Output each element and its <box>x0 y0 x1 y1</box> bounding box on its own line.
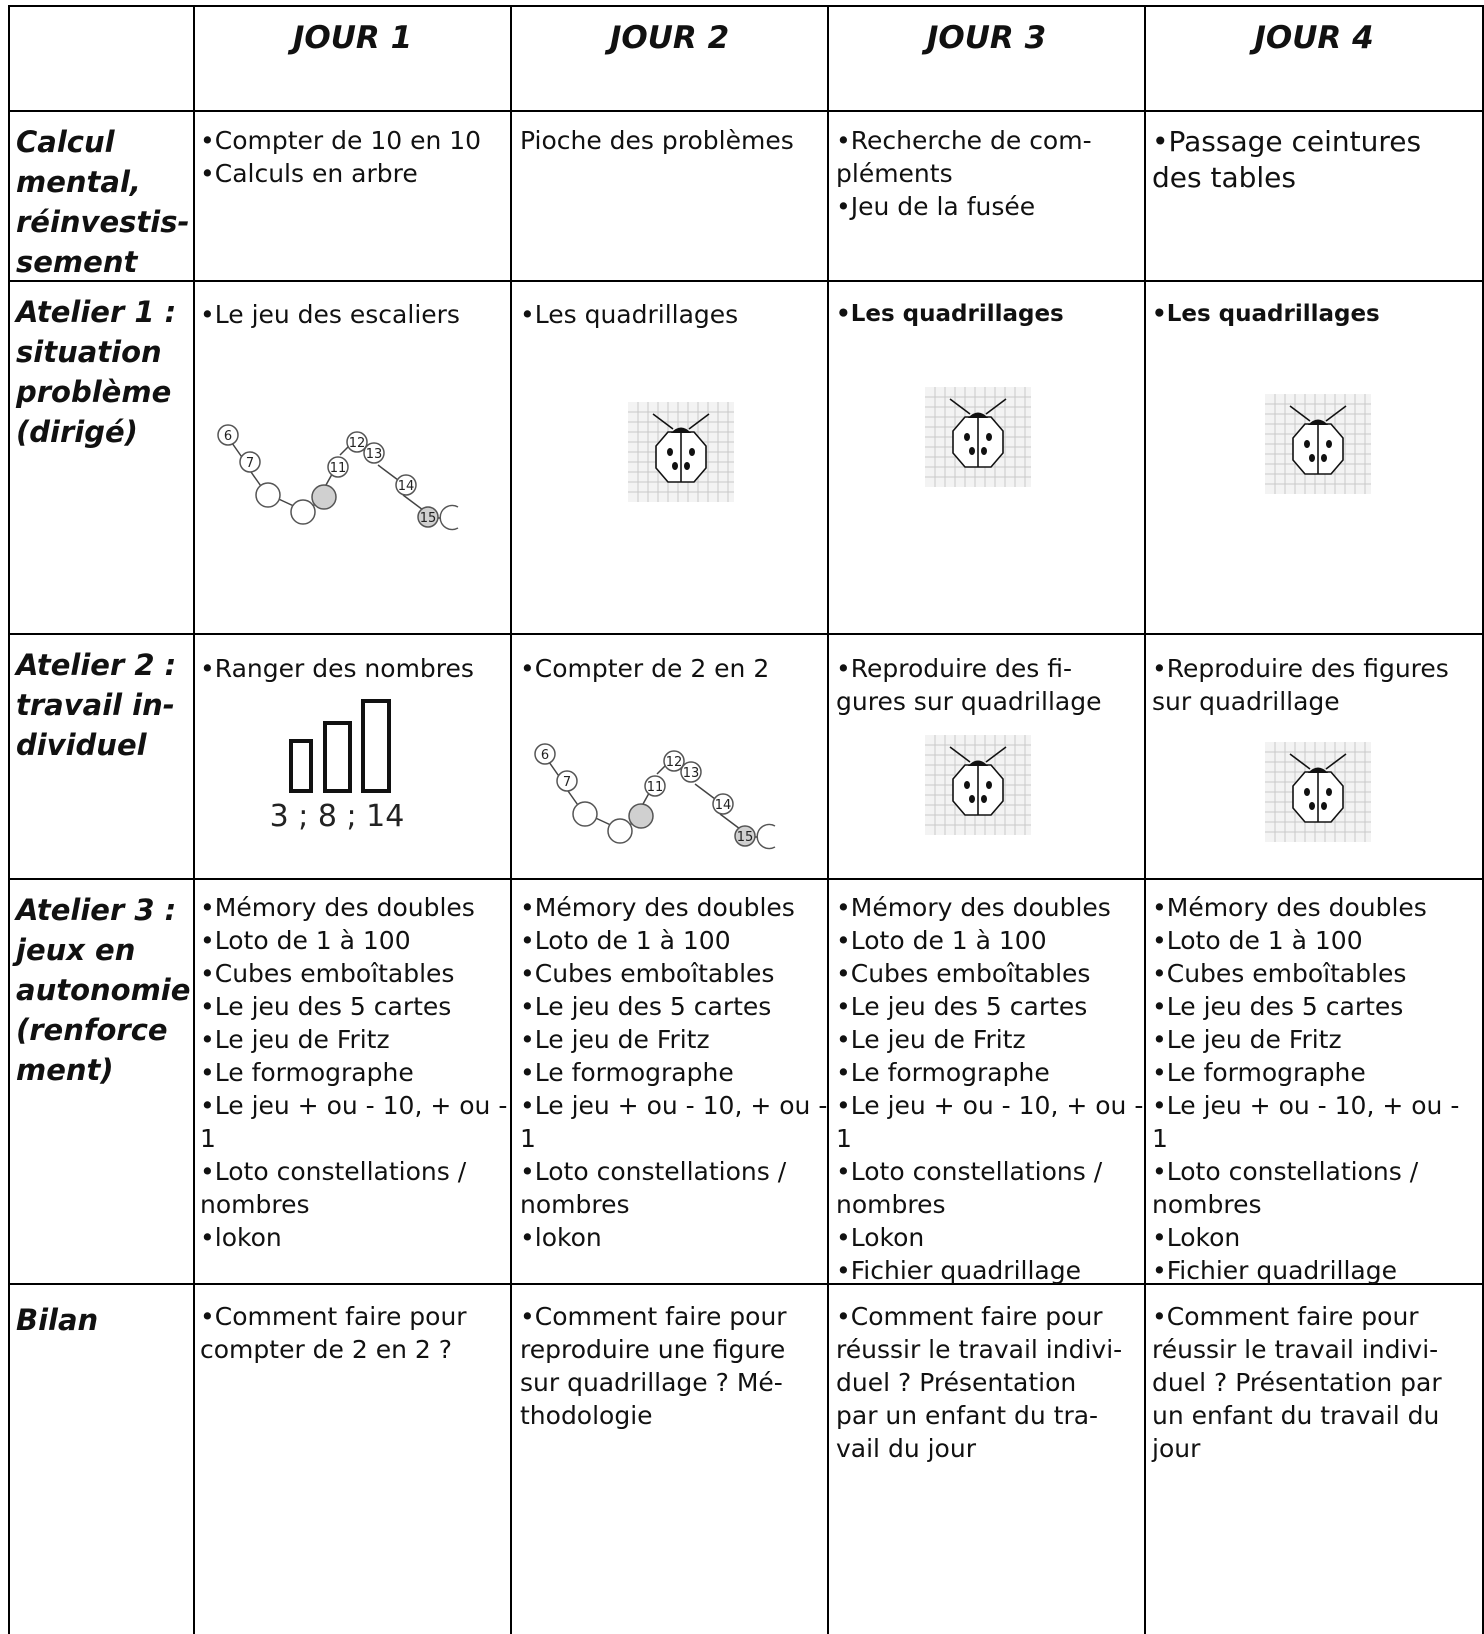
stair-number: 13 <box>365 447 383 462</box>
row-label-line: (renforce <box>16 1013 168 1047</box>
row-label-line: Bilan <box>16 1303 99 1337</box>
cell-line: •Compter de 2 en 2 <box>520 654 770 683</box>
cell-line: •Comment faire pour <box>836 1302 1103 1331</box>
cell-atelier2-j1 <box>200 652 474 685</box>
cell-calcul-j1 <box>200 124 481 190</box>
cell-line: •Les quadrillages <box>1152 301 1380 327</box>
cell-line: 1 <box>200 1124 216 1153</box>
stair-number: 14 <box>714 798 732 813</box>
cell-line: thodologie <box>520 1401 653 1430</box>
cell-line: •Loto constellations / <box>836 1157 1103 1186</box>
cell-line: •Lokon <box>836 1223 925 1252</box>
cell-line: 1 <box>1152 1124 1168 1153</box>
cell-line: •Fichier quadrillage <box>1152 1256 1397 1285</box>
staircase-figure <box>218 425 473 525</box>
cell-line: •Le jeu des 5 cartes <box>1152 992 1404 1021</box>
cell-line: •Les quadrillages <box>520 300 739 329</box>
cell-line: •Le formographe <box>520 1058 734 1087</box>
cell-line: •Le jeu + ou - 10, + ou - <box>1152 1091 1460 1120</box>
cell-line: 1 <box>520 1124 536 1153</box>
row-label-line: Atelier 2 : <box>16 648 177 682</box>
cell-bilan-j3 <box>836 1300 1122 1465</box>
cell-line: vail du jour <box>836 1434 976 1463</box>
stair-number: 7 <box>245 456 255 471</box>
ladybug-grid-figure <box>925 735 1031 835</box>
row-label-line: autonomie <box>16 973 191 1007</box>
cell-line: •Mémory des doubles <box>836 893 1111 922</box>
cell-line: •Loto de 1 à 100 <box>1152 926 1363 955</box>
cell-atelier2-j4 <box>1152 652 1449 718</box>
stair-number: 12 <box>665 755 683 770</box>
row-label-calcul <box>16 122 192 282</box>
cell-line: •Le jeu de Fritz <box>520 1025 710 1054</box>
row-label-line: réinvestis- <box>16 205 190 239</box>
day-header: JOUR 2 <box>609 20 730 56</box>
ladybug-grid-figure <box>1265 742 1371 842</box>
cell-line: •Jeu de la fusée <box>836 192 1036 221</box>
cell-line: •Le formographe <box>200 1058 414 1087</box>
row-label-line: mental, <box>16 165 141 199</box>
cell-line: nombres <box>200 1190 310 1219</box>
cell-line: duel ? Présentation <box>836 1368 1077 1397</box>
table-border-top <box>8 5 1484 7</box>
row-label-bilan <box>16 1300 192 1340</box>
row-label-line: travail in- <box>16 688 175 722</box>
cell-line: •Mémory des doubles <box>1152 893 1427 922</box>
cell-calcul-j3 <box>836 124 1092 223</box>
cell-line: •Comment faire pour <box>200 1302 467 1331</box>
cell-line: •Le jeu des 5 cartes <box>200 992 452 1021</box>
cell-line: •Les quadrillages <box>836 301 1064 327</box>
col-divider <box>510 5 512 1634</box>
cell-atelier2-j3 <box>836 652 1101 718</box>
row-divider <box>8 110 1484 112</box>
cell-line: •Loto de 1 à 100 <box>520 926 731 955</box>
col-divider <box>193 5 195 1634</box>
cell-line: •Mémory des doubles <box>200 893 475 922</box>
cell-line: nombres <box>520 1190 630 1219</box>
cell-line: des tables <box>1152 161 1296 194</box>
cell-line: reproduire une figure <box>520 1335 786 1364</box>
staircase-figure <box>535 744 790 844</box>
cell-line: sur quadrillage <box>1152 687 1340 716</box>
cell-line: •Loto constellations / <box>520 1157 787 1186</box>
cell-line: •Mémory des doubles <box>520 893 795 922</box>
cell-calcul-j2 <box>520 124 794 157</box>
day-header: JOUR 3 <box>926 20 1047 56</box>
cell-atelier1-j2 <box>520 298 738 331</box>
cell-line: •Comment faire pour <box>520 1302 787 1331</box>
row-label-line: Atelier 3 : <box>16 893 177 927</box>
cell-line: •Loto constellations / <box>1152 1157 1419 1186</box>
stair-number: 11 <box>329 461 347 476</box>
cell-line: gures sur quadrillage <box>836 687 1102 716</box>
col-divider <box>827 5 829 1634</box>
row-label-line: sement <box>16 245 138 279</box>
row-label-line: Atelier 1 : <box>16 295 177 329</box>
cell-line: nombres <box>836 1190 946 1219</box>
cell-atelier3-j2 <box>520 891 827 1254</box>
cell-line: pléments <box>836 159 953 188</box>
row-label-line: Calcul <box>16 125 115 159</box>
cell-line: •Le jeu de Fritz <box>200 1025 390 1054</box>
cell-line: •Le jeu + ou - 10, + ou - <box>836 1091 1144 1120</box>
stair-number: 13 <box>682 766 700 781</box>
cell-line: •Calculs en arbre <box>200 159 418 188</box>
cell-line: réussir le travail indivi- <box>836 1335 1123 1364</box>
cell-line: •Le jeu + ou - 10, + ou - <box>520 1091 828 1120</box>
cell-line: jour <box>1152 1434 1201 1463</box>
cell-line: réussir le travail indivi- <box>1152 1335 1439 1364</box>
cell-line: •Le jeu de Fritz <box>836 1025 1026 1054</box>
ladybug-grid-figure <box>1265 394 1371 494</box>
cell-atelier1-j1 <box>200 298 460 331</box>
numbers-caption: 3 ; 8 ; 14 <box>269 799 405 834</box>
cell-line: •Loto de 1 à 100 <box>200 926 411 955</box>
cell-line: sur quadrillage ? Mé- <box>520 1368 783 1397</box>
cell-atelier3-j3 <box>836 891 1143 1287</box>
cell-bilan-j2 <box>520 1300 787 1432</box>
cell-line: •Cubes emboîtables <box>520 959 775 988</box>
cell-line: •Lokon <box>1152 1223 1241 1252</box>
cell-line: un enfant du travail du <box>1152 1401 1440 1430</box>
cell-line: •Le jeu + ou - 10, + ou - <box>200 1091 508 1120</box>
cell-line: •Le formographe <box>1152 1058 1366 1087</box>
ladybug-grid-figure <box>628 402 734 502</box>
stair-number: 12 <box>348 436 366 451</box>
number-bars-figure <box>269 697 425 834</box>
stair-number: 15 <box>736 830 754 845</box>
cell-line: •Cubes emboîtables <box>1152 959 1407 988</box>
row-divider <box>8 878 1484 880</box>
cell-line: •Fichier quadrillage <box>836 1256 1081 1285</box>
cell-calcul-j4 <box>1152 124 1421 196</box>
cell-line: •lokon <box>520 1223 602 1252</box>
stair-number: 14 <box>397 479 415 494</box>
cell-line: •Comment faire pour <box>1152 1302 1419 1331</box>
cell-atelier1-j3 <box>836 298 1064 331</box>
cell-atelier3-j4 <box>1152 891 1459 1287</box>
row-label-line: ment) <box>16 1053 114 1087</box>
cell-line: 1 <box>836 1124 852 1153</box>
cell-line: •Le jeu des 5 cartes <box>520 992 772 1021</box>
row-label-line: dividuel <box>16 728 147 762</box>
row-divider <box>8 633 1484 635</box>
cell-line: •Le jeu des 5 cartes <box>836 992 1088 1021</box>
row-label-atelier3 <box>16 890 192 1090</box>
stair-number: 15 <box>419 511 437 526</box>
cell-line: Pioche des problèmes <box>520 126 794 155</box>
row-label-line: (dirigé) <box>16 415 138 449</box>
cell-line: •Cubes emboîtables <box>836 959 1091 988</box>
cell-line: •Ranger des nombres <box>200 654 474 683</box>
row-label-atelier2 <box>16 645 192 765</box>
cell-line: •Cubes emboîtables <box>200 959 455 988</box>
cell-line: •Reproduire des figures <box>1152 654 1449 683</box>
cell-line: •Passage ceintures <box>1152 125 1422 158</box>
cell-line: •Le jeu de Fritz <box>1152 1025 1342 1054</box>
ladybug-grid-figure <box>925 387 1031 487</box>
cell-line: •Recherche de com- <box>836 126 1092 155</box>
cell-line: •Le jeu des escaliers <box>200 300 460 329</box>
cell-atelier1-j4 <box>1152 298 1380 331</box>
cell-line: nombres <box>1152 1190 1262 1219</box>
row-label-line: situation <box>16 335 162 369</box>
stair-number: 11 <box>646 780 664 795</box>
cell-line: duel ? Présentation par <box>1152 1368 1442 1397</box>
cell-line: compter de 2 en 2 ? <box>200 1335 453 1364</box>
day-header: JOUR 1 <box>292 20 413 56</box>
table-border-left <box>8 5 10 1634</box>
row-divider <box>8 280 1484 282</box>
cell-line: •lokon <box>200 1223 282 1252</box>
cell-atelier2-j2 <box>520 652 769 685</box>
cell-bilan-j1 <box>200 1300 467 1366</box>
row-label-line: problème <box>16 375 172 409</box>
cell-line: •Reproduire des fi- <box>836 654 1072 683</box>
row-label-line: jeux en <box>16 933 136 967</box>
cell-line: •Loto constellations / <box>200 1157 467 1186</box>
stair-number: 6 <box>223 429 233 444</box>
cell-line: •Compter de 10 en 10 <box>200 126 482 155</box>
row-label-atelier1 <box>16 292 192 452</box>
cell-line: •Loto de 1 à 100 <box>836 926 1047 955</box>
cell-line: •Le formographe <box>836 1058 1050 1087</box>
cell-line: par un enfant du tra- <box>836 1401 1099 1430</box>
cell-bilan-j4 <box>1152 1300 1442 1465</box>
stair-number: 6 <box>540 748 550 763</box>
col-divider <box>1144 5 1146 1634</box>
day-header: JOUR 4 <box>1254 20 1374 56</box>
stair-number: 7 <box>562 775 572 790</box>
cell-atelier3-j1 <box>200 891 507 1254</box>
